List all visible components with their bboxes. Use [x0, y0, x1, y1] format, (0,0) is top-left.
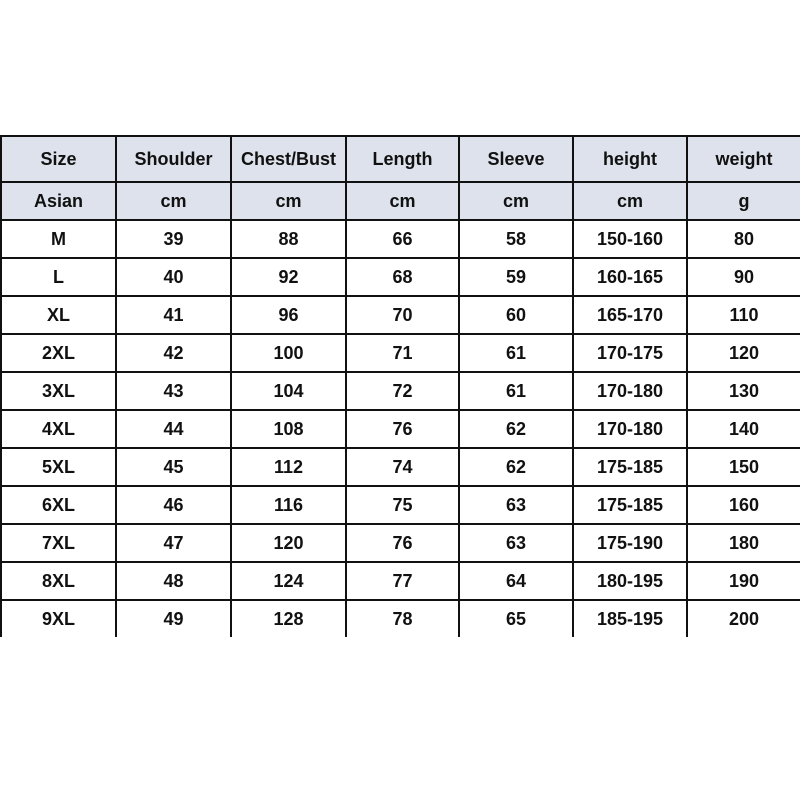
table-cell: 170-180	[573, 410, 687, 448]
table-cell: 40	[116, 258, 231, 296]
table-cell: 61	[459, 372, 573, 410]
table-cell: 45	[116, 448, 231, 486]
table-cell: 200	[687, 600, 800, 637]
table-cell: 59	[459, 258, 573, 296]
table-cell: 5XL	[1, 448, 116, 486]
table-cell: 76	[346, 410, 459, 448]
table-cell: 68	[346, 258, 459, 296]
table-cell: 70	[346, 296, 459, 334]
unit-cell-size: Asian	[1, 182, 116, 220]
unit-cell-length: cm	[346, 182, 459, 220]
unit-cell-sleeve: cm	[459, 182, 573, 220]
table-cell: 165-170	[573, 296, 687, 334]
table-cell: 92	[231, 258, 346, 296]
table-cell: 48	[116, 562, 231, 600]
table-row	[1, 334, 800, 372]
table-cell: 90	[687, 258, 800, 296]
table-cell: 72	[346, 372, 459, 410]
table-cell: 175-185	[573, 486, 687, 524]
table-cell: 124	[231, 562, 346, 600]
table-cell: 140	[687, 410, 800, 448]
table-cell: 185-195	[573, 600, 687, 637]
table-cell: 62	[459, 448, 573, 486]
table-cell: 190	[687, 562, 800, 600]
size-chart-table	[0, 135, 800, 637]
table-cell: 120	[687, 334, 800, 372]
table-cell: 150-160	[573, 220, 687, 258]
unit-cell-chest-bust: cm	[231, 182, 346, 220]
table-cell: 71	[346, 334, 459, 372]
table-cell: 104	[231, 372, 346, 410]
table-row	[1, 524, 800, 562]
table-row	[1, 486, 800, 524]
table-row	[1, 410, 800, 448]
table-cell: 108	[231, 410, 346, 448]
table-cell: 39	[116, 220, 231, 258]
table-cell: 47	[116, 524, 231, 562]
table-cell: 49	[116, 600, 231, 637]
table-cell: 46	[116, 486, 231, 524]
unit-cell-shoulder: cm	[116, 182, 231, 220]
header-cell-height: height	[573, 136, 687, 182]
table-cell: 175-190	[573, 524, 687, 562]
header-cell-sleeve: Sleeve	[459, 136, 573, 182]
table-cell: M	[1, 220, 116, 258]
units-row	[1, 182, 800, 220]
table-cell: 96	[231, 296, 346, 334]
table-row	[1, 296, 800, 334]
table-cell: XL	[1, 296, 116, 334]
table-cell: 130	[687, 372, 800, 410]
header-cell-chest-bust: Chest/Bust	[231, 136, 346, 182]
table-cell: 112	[231, 448, 346, 486]
table-cell: 180	[687, 524, 800, 562]
table-cell: 170-180	[573, 372, 687, 410]
table-cell: 150	[687, 448, 800, 486]
unit-cell-weight: g	[687, 182, 800, 220]
table-cell: 74	[346, 448, 459, 486]
table-row	[1, 562, 800, 600]
table-row	[1, 220, 800, 258]
table-cell: 8XL	[1, 562, 116, 600]
table-cell: 120	[231, 524, 346, 562]
header-cell-shoulder: Shoulder	[116, 136, 231, 182]
size-chart-body	[1, 136, 800, 637]
table-cell: 77	[346, 562, 459, 600]
table-cell: 61	[459, 334, 573, 372]
table-cell: 66	[346, 220, 459, 258]
table-row	[1, 448, 800, 486]
table-cell: 64	[459, 562, 573, 600]
table-cell: 110	[687, 296, 800, 334]
table-cell: L	[1, 258, 116, 296]
table-cell: 42	[116, 334, 231, 372]
header-cell-weight: weight	[687, 136, 800, 182]
table-cell: 65	[459, 600, 573, 637]
table-cell: 6XL	[1, 486, 116, 524]
table-row	[1, 600, 800, 637]
table-cell: 41	[116, 296, 231, 334]
table-cell: 2XL	[1, 334, 116, 372]
table-cell: 75	[346, 486, 459, 524]
table-cell: 78	[346, 600, 459, 637]
table-row	[1, 258, 800, 296]
unit-cell-height: cm	[573, 182, 687, 220]
table-cell: 160	[687, 486, 800, 524]
table-cell: 3XL	[1, 372, 116, 410]
table-cell: 7XL	[1, 524, 116, 562]
table-cell: 116	[231, 486, 346, 524]
table-cell: 60	[459, 296, 573, 334]
table-cell: 58	[459, 220, 573, 258]
table-cell: 4XL	[1, 410, 116, 448]
header-row	[1, 136, 800, 182]
table-cell: 88	[231, 220, 346, 258]
table-cell: 100	[231, 334, 346, 372]
table-cell: 128	[231, 600, 346, 637]
table-cell: 9XL	[1, 600, 116, 637]
table-cell: 170-175	[573, 334, 687, 372]
table-cell: 160-165	[573, 258, 687, 296]
table-cell: 43	[116, 372, 231, 410]
header-cell-size: Size	[1, 136, 116, 182]
table-cell: 44	[116, 410, 231, 448]
table-cell: 76	[346, 524, 459, 562]
header-cell-length: Length	[346, 136, 459, 182]
table-cell: 180-195	[573, 562, 687, 600]
table-cell: 63	[459, 524, 573, 562]
table-cell: 63	[459, 486, 573, 524]
table-row	[1, 372, 800, 410]
table-cell: 175-185	[573, 448, 687, 486]
table-cell: 80	[687, 220, 800, 258]
table-cell: 62	[459, 410, 573, 448]
